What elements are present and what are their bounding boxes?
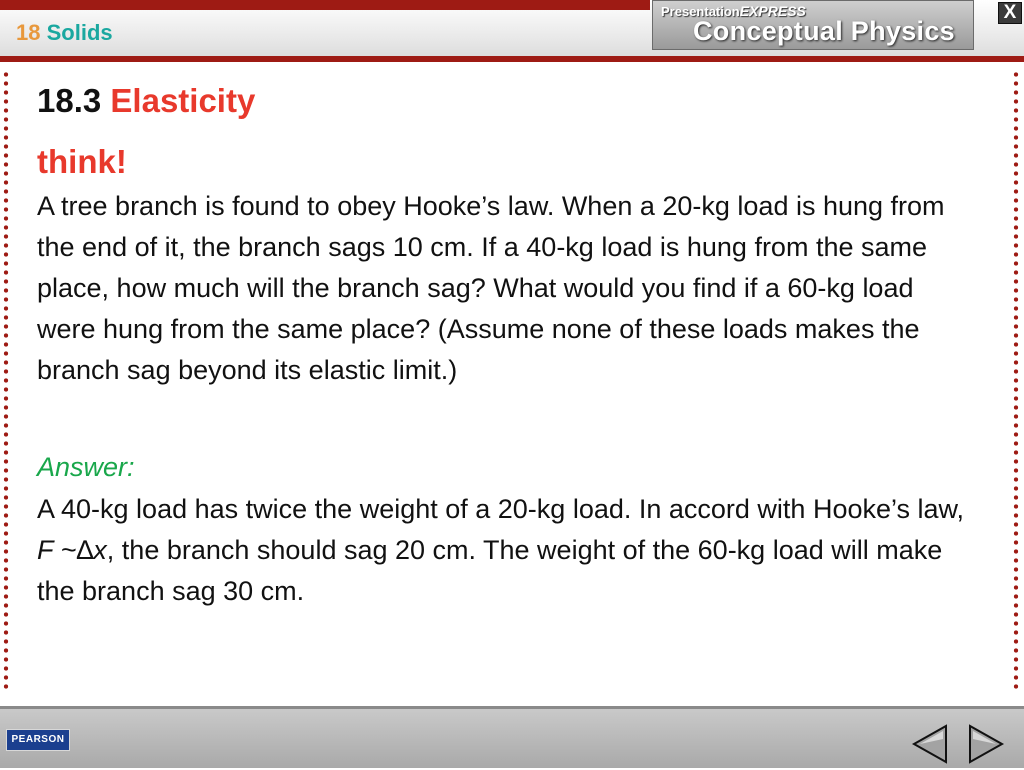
slide-footer xyxy=(0,706,1024,768)
brand-presentation: Presentation xyxy=(661,4,740,19)
answer-text xyxy=(37,489,972,612)
question-text: A tree branch is found to obey Hooke’s law. When a 20-kg load is hung from the end of it, the branch sags 10 cm. If a 40-kg load is hung from the same place, how much will the branch sag? What would you find if a 60-kg load were hung from the same place? (Assume none of these loads makes the branch sag beyond its elastic limit.) xyxy=(37,191,945,385)
slide-header xyxy=(0,0,1024,62)
formula-x: x xyxy=(93,535,107,565)
brand-express: EXPRESS xyxy=(739,3,806,19)
brand-title: Conceptual Physics xyxy=(693,16,955,46)
right-dotted-border xyxy=(1013,70,1019,692)
answer-label: Answer: xyxy=(37,452,135,482)
triangle-right-icon xyxy=(964,723,1006,765)
think-heading: think! xyxy=(37,143,127,180)
answer-part1: A 40-kg load has twice the weight of a 20-kg load. In accord with Hooke’s law, xyxy=(37,494,965,524)
chapter-label xyxy=(16,20,113,46)
brand-logo xyxy=(652,0,974,50)
slide-content xyxy=(37,80,972,612)
close-button[interactable]: X xyxy=(998,2,1022,24)
chapter-number: 18 xyxy=(16,20,41,45)
next-slide-button[interactable] xyxy=(964,723,1006,765)
formula-f: F xyxy=(37,535,54,565)
pearson-logo: PEARSON xyxy=(6,729,70,751)
triangle-left-icon xyxy=(910,723,952,765)
formula-relation: ~∆ xyxy=(53,535,94,565)
left-dotted-border xyxy=(3,70,9,692)
answer-part2: , the branch should sag 20 cm. The weight of the 60-kg load will make the branch sag 30 cm. xyxy=(37,535,943,606)
section-number: 18.3 xyxy=(37,82,102,119)
header-accent-bar xyxy=(0,0,650,10)
section-title xyxy=(37,80,972,122)
header-divider xyxy=(0,56,1024,62)
section-name: Elasticity xyxy=(110,82,256,119)
chapter-name: Solids xyxy=(46,20,113,45)
previous-slide-button[interactable] xyxy=(910,723,952,765)
